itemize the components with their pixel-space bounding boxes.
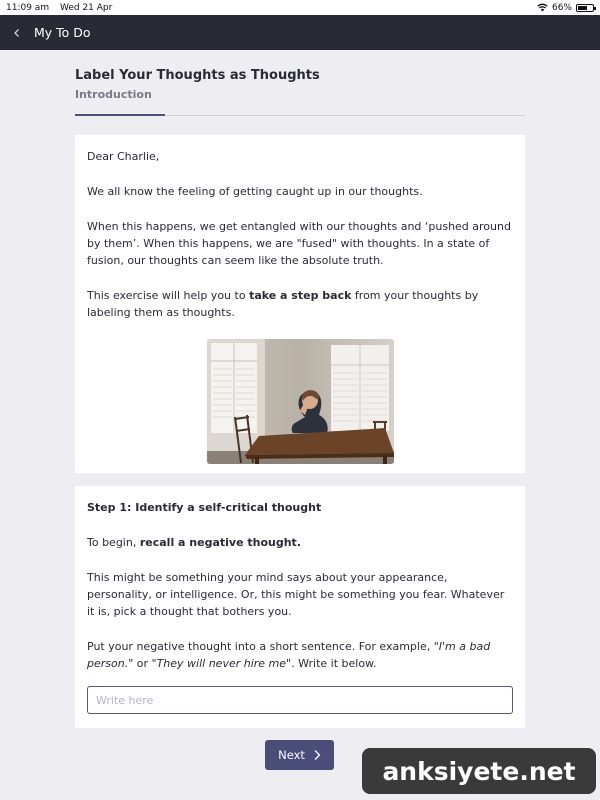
step-instruction bbox=[87, 534, 513, 551]
step-instruction-before: To begin, bbox=[87, 536, 140, 549]
status-right bbox=[537, 3, 594, 13]
intro-paragraph-1: We all know the feeling of getting caught up in our thoughts. bbox=[87, 185, 423, 198]
step-instruction-bold: recall a negative thought. bbox=[139, 536, 301, 549]
status-bar bbox=[0, 0, 600, 15]
step1-card bbox=[75, 486, 525, 728]
battery-percent: 66% bbox=[551, 2, 572, 13]
battery-fill bbox=[578, 6, 587, 10]
battery-icon bbox=[576, 4, 594, 12]
woman-at-table-image bbox=[207, 339, 394, 464]
chevron-right-icon bbox=[313, 749, 321, 761]
intro-p3-bold: take a step back bbox=[249, 289, 352, 302]
site-watermark: anksiyete.net bbox=[362, 748, 596, 794]
step-p3-before: Put your negative thought into a short sentence. For example, bbox=[87, 640, 434, 653]
step-p3-middle: or bbox=[133, 657, 152, 670]
status-left bbox=[6, 3, 120, 13]
step-p3-example-2: "They will never hire me" bbox=[151, 657, 292, 670]
section-subtitle: Introduction bbox=[75, 88, 152, 101]
step-p3-after: . Write it below. bbox=[291, 657, 377, 670]
greeting: Dear Charlie, bbox=[87, 150, 160, 163]
top-nav-bar bbox=[0, 15, 600, 50]
progress-track bbox=[75, 115, 525, 116]
page-title: Label Your Thoughts as Thoughts bbox=[75, 68, 320, 83]
status-date: Wed 21 Apr bbox=[59, 2, 113, 13]
intro-card bbox=[75, 135, 525, 473]
status-time: 11:09 am bbox=[6, 2, 50, 13]
thought-input[interactable] bbox=[87, 686, 513, 714]
back-label: My To Do bbox=[34, 25, 91, 40]
intro-paragraph-3 bbox=[87, 287, 513, 321]
step-paragraph-3 bbox=[87, 638, 513, 672]
back-button[interactable] bbox=[12, 25, 91, 40]
step-title: Step 1: Identify a self-critical thought bbox=[87, 501, 322, 514]
intro-p3-before: This exercise will help you to bbox=[87, 289, 250, 302]
step-p3-example-1: "I'm a bad person." bbox=[87, 640, 491, 670]
step-paragraph-2: This might be something your mind says about your appearance, personality, or intelligence. Or, this might be something you fear. Whatever it is, pick a thought that bothers you. bbox=[87, 571, 505, 618]
intro-p3-after: from your thoughts by labeling them as thoughts. bbox=[87, 289, 479, 319]
next-button-label: Next bbox=[278, 748, 305, 762]
progress-indicator bbox=[75, 114, 165, 116]
chevron-left-icon bbox=[12, 28, 22, 38]
next-button[interactable] bbox=[265, 740, 334, 770]
intro-paragraph-2: When this happens, we get entangled with our thoughts and ‘pushed around by them’. When this happens, we are "fused" with thoughts. In a state of fusion, our thoughts can seem like the absolute truth. bbox=[87, 220, 511, 267]
page-header bbox=[75, 68, 525, 101]
wifi-icon bbox=[537, 3, 548, 12]
